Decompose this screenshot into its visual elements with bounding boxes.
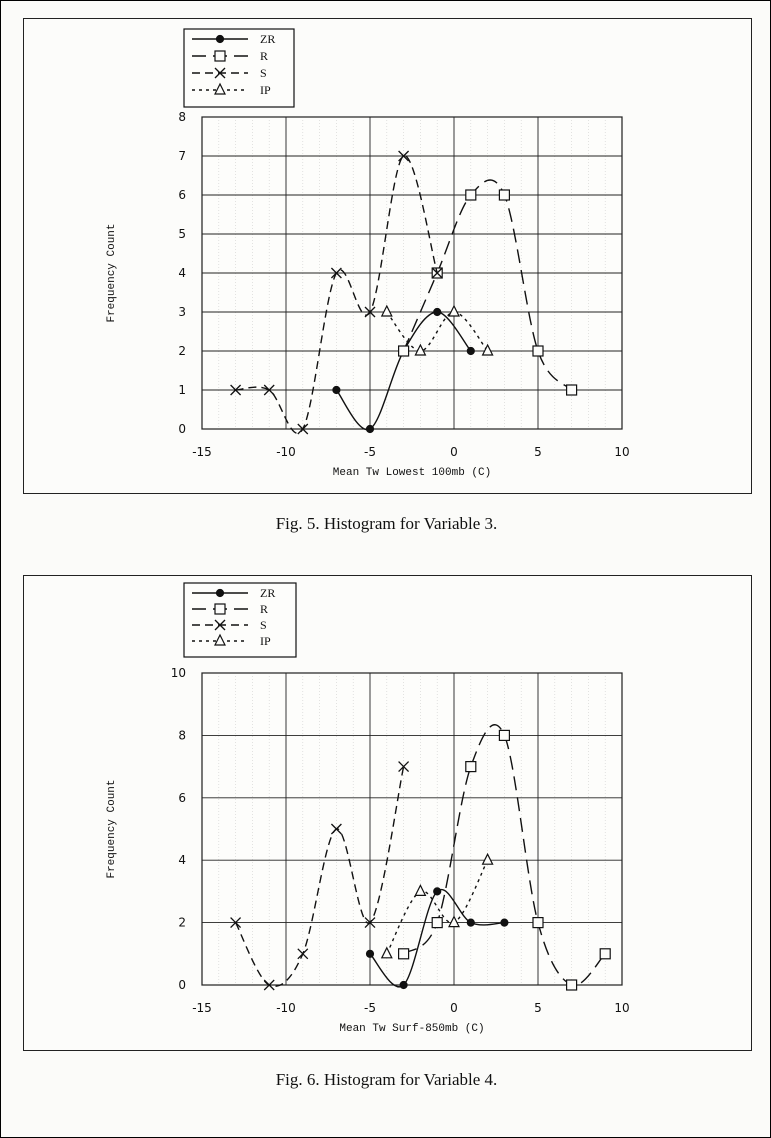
legend-marker-zr: [216, 35, 223, 42]
legend-label-s: S: [260, 66, 267, 80]
y-tick-label: 7: [178, 149, 186, 163]
data-point-r: [466, 190, 476, 200]
y-tick-label: 0: [178, 978, 186, 992]
data-point-zr: [434, 888, 441, 895]
legend-label-ip: IP: [260, 634, 271, 648]
data-point-zr: [467, 919, 474, 926]
figure-5-panel: [23, 18, 752, 494]
x-tick-label: 0: [450, 445, 458, 459]
y-tick-label: 4: [178, 266, 186, 280]
y-tick-label: 4: [178, 853, 186, 868]
legend-label-r: R: [260, 49, 269, 63]
x-tick-label: 10: [614, 1001, 630, 1015]
figure-5-caption: Fig. 5. Histogram for Variable 3.: [275, 514, 498, 533]
y-tick-label: 2: [178, 344, 186, 358]
data-point-zr: [400, 981, 407, 988]
y-tick-label: 3: [178, 305, 186, 319]
data-point-r: [600, 949, 610, 959]
x-tick-label: -15: [192, 445, 212, 459]
data-point-r: [466, 762, 476, 772]
x-axis-label: Mean Tw Lowest 100mb (C): [332, 467, 492, 479]
legend: [184, 583, 296, 657]
y-tick-label: 1: [178, 383, 186, 397]
legend-marker-r: [215, 604, 225, 614]
figure-6-chart: [24, 576, 751, 1050]
data-point-r: [567, 385, 577, 395]
y-tick-label: 6: [178, 188, 186, 202]
x-tick-label: -5: [364, 1001, 376, 1015]
x-tick-label: 10: [614, 445, 630, 459]
legend-label-zr: ZR: [260, 32, 276, 46]
x-tick-label: 0: [450, 1001, 458, 1015]
x-tick-label: -10: [276, 445, 296, 459]
x-axis-label: Mean Tw Surf-850mb (C): [339, 1023, 485, 1035]
legend-label-ip: IP: [260, 83, 271, 97]
data-point-r: [399, 949, 409, 959]
data-point-zr: [501, 919, 508, 926]
x-tick-label: 5: [534, 445, 542, 459]
figure-6-caption: Fig. 6. Histogram for Variable 4.: [275, 1070, 498, 1089]
data-point-r: [567, 980, 577, 990]
legend-marker-zr: [216, 589, 223, 596]
figure-6-panel: [23, 575, 752, 1051]
legend-label-s: S: [260, 618, 267, 632]
legend-label-zr: ZR: [260, 586, 276, 600]
x-tick-label: -10: [276, 1001, 296, 1015]
y-tick-label: 10: [170, 666, 186, 680]
y-tick-label: 2: [178, 915, 186, 930]
data-point-r: [499, 730, 509, 740]
y-axis-label: Frequency Count: [106, 779, 118, 879]
data-point-zr: [434, 308, 441, 315]
x-tick-label: -15: [192, 1001, 212, 1015]
data-point-r: [499, 190, 509, 200]
x-tick-label: 5: [534, 1001, 542, 1015]
plot-area: [202, 673, 622, 985]
data-point-zr: [366, 950, 373, 957]
y-tick-label: 5: [178, 227, 186, 241]
y-tick-label: 8: [178, 110, 186, 124]
data-point-zr: [467, 347, 474, 354]
data-point-r: [432, 918, 442, 928]
data-point-r: [533, 918, 543, 928]
y-tick-label: 8: [178, 728, 186, 743]
data-point-r: [399, 346, 409, 356]
legend: [184, 29, 294, 107]
data-point-zr: [366, 425, 373, 432]
legend-marker-r: [215, 51, 225, 61]
y-tick-label: 0: [178, 422, 186, 436]
x-tick-label: -5: [364, 445, 376, 459]
data-point-r: [533, 346, 543, 356]
legend-label-r: R: [260, 602, 269, 616]
y-axis-label: Frequency Count: [106, 223, 118, 323]
y-tick-label: 6: [178, 790, 186, 805]
figure-5-chart: [24, 19, 751, 493]
data-point-zr: [333, 386, 340, 393]
